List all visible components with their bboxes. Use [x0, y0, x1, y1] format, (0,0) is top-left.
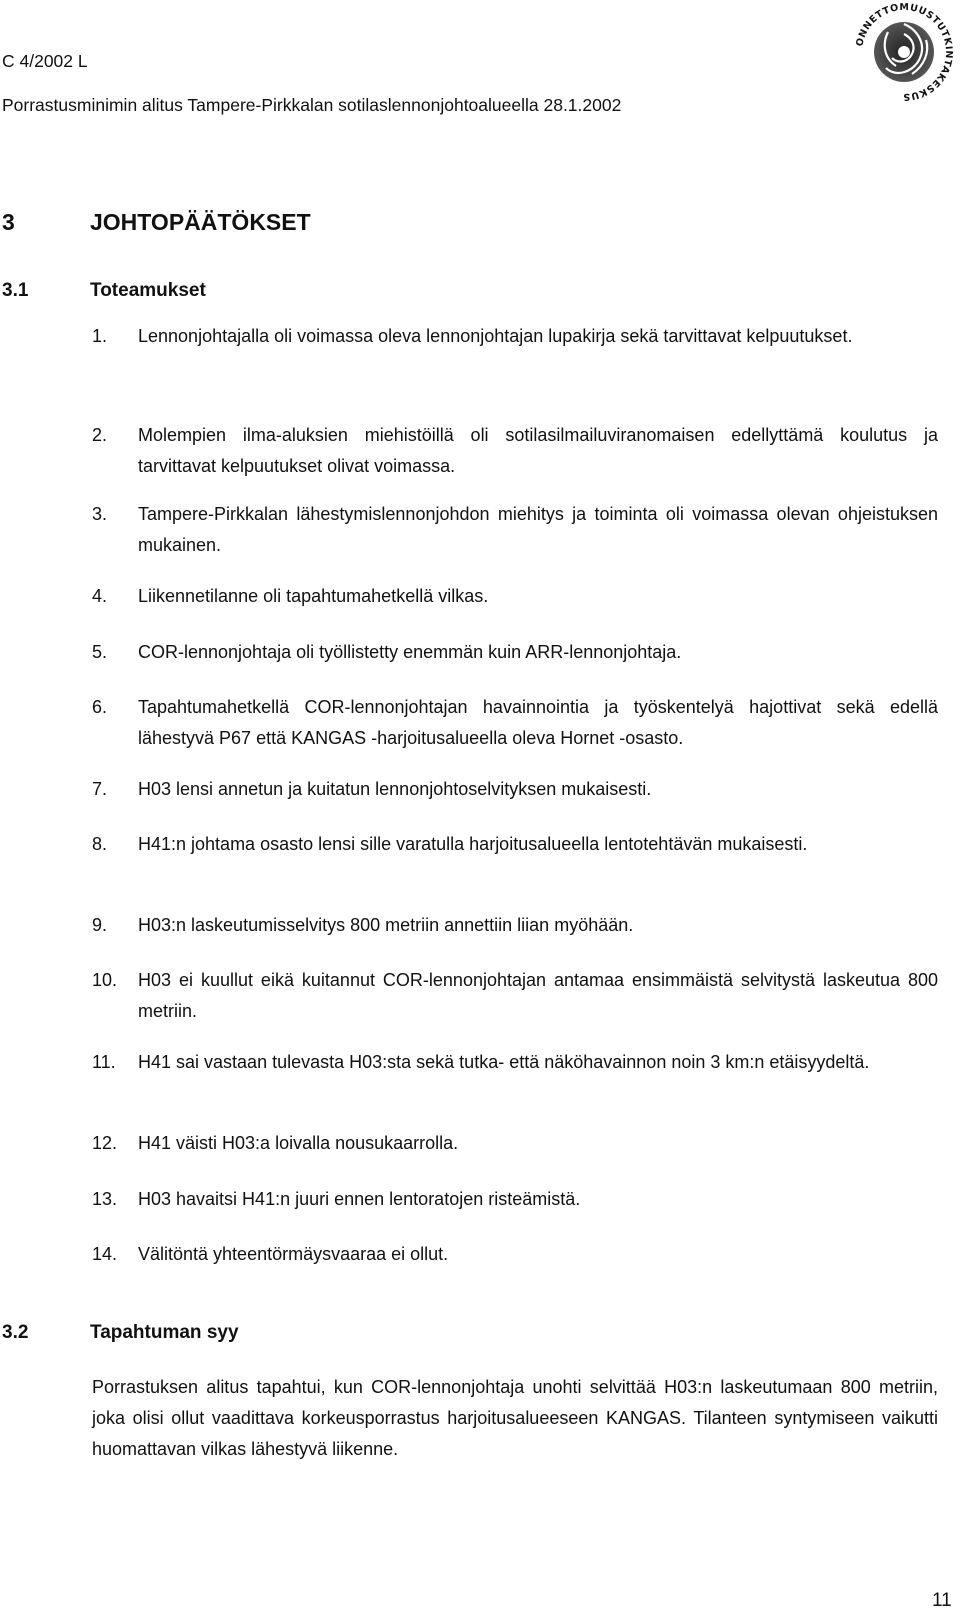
list-item-number: 10. [92, 970, 118, 990]
list-item-number: 4. [92, 586, 108, 606]
list-item-number: 6. [92, 697, 108, 717]
list-item-number: 14. [92, 1244, 118, 1264]
list-item-text: COR-lennonjohtaja oli työllistetty enemmän kuin ARR-lennonjohtaja. [138, 642, 682, 662]
list-item-text: H41 sai vastaan tulevasta H03:sta sekä tutka- että näköhavainnon noin 3 km:n etäisyydeltä. [138, 1052, 870, 1072]
subsection-number: 3.2 [2, 1322, 29, 1343]
cause-paragraph: Porrastuksen alitus tapahtui, kun COR-lennonjohtaja unohti selvittää H03:n laskeutumaan 800 metriin, joka olisi ollut vaadittava korkeusporrastus harjoitusalueeseen KANGAS. Tilanteen syntymiseen vaikutti huomattavan vilkas lähestyvä liikenne. [92, 1377, 938, 1459]
list-item-text: H03 havaitsi H41:n juuri ennen lentoratojen risteämistä. [138, 1189, 581, 1209]
svg-text:ONNETTOMUUSTUTKINTAKESKUS: ONNETTOMUUSTUTKINTAKESKUS [854, 1, 955, 103]
document-subtitle: Porrastusminimin alitus Tampere-Pirkkalan sotilaslennonjohtoalueella 28.1.2002 [2, 95, 622, 115]
section-number: 3 [2, 209, 15, 235]
list-item-text: Molempien ilma-aluksien miehistöillä oli sotilasilmailuviranomaisen edellyttämä koulutus ja tarvittavat kelpuutukset olivat voimassa. [138, 425, 938, 476]
list-item-text: H41 väisti H03:a loivalla nousukaarrolla. [138, 1133, 459, 1153]
list-item-number: 3. [92, 504, 108, 524]
list-item-number: 11. [92, 1052, 116, 1072]
subsection-heading-2 [2, 1322, 239, 1344]
list-item-number: 2. [92, 425, 108, 445]
list-item-number: 7. [92, 779, 108, 799]
list-item-text: H03 lensi annetun ja kuitatun lennonjohtoselvityksen mukaisesti. [138, 779, 652, 799]
section-title: JOHTOPÄÄTÖKSET [90, 209, 311, 235]
list-item-text: Välitöntä yhteentörmäysvaaraa ei ollut. [138, 1244, 449, 1264]
page-number: 11 [932, 1590, 952, 1611]
list-item-number: 13. [92, 1189, 118, 1209]
list-item-number: 8. [92, 834, 108, 854]
list-item-text: Tapahtumahetkellä COR-lennonjohtajan havainnointia ja työskentelyä hajottivat sekä edellä lähestyvä P67 että KANGAS -harjoitusalueella oleva Hornet -osasto. [138, 697, 938, 748]
list-item-number: 1. [92, 326, 108, 346]
list-item-number: 9. [92, 915, 108, 935]
list-item-number: 12. [92, 1133, 118, 1153]
subsection-title: Tapahtuman syy [90, 1322, 239, 1343]
list-item-text: Lennonjohtajalla oli voimassa oleva lennonjohtajan lupakirja sekä tarvittavat kelpuutukset. [138, 326, 853, 346]
list-item-text: Tampere-Pirkkalan lähestymislennonjohdon miehitys ja toiminta oli voimassa olevan ohjeistuksen mukainen. [138, 504, 938, 555]
subsection-number: 3.1 [2, 280, 29, 301]
list-item-text: Liikennetilanne oli tapahtumahetkellä vilkas. [138, 586, 489, 606]
document-code: C 4/2002 L [2, 51, 88, 71]
list-item-text: H03:n laskeutumisselvitys 800 metriin annettiin liian myöhään. [138, 915, 634, 935]
list-item-text: H03 ei kuullut eikä kuitannut COR-lennonjohtajan antamaa ensimmäistä selvitystä laskeutua 800 metriin. [138, 970, 938, 1021]
list-item-number: 5. [92, 642, 108, 662]
subsection-title: Toteamukset [90, 280, 206, 301]
list-item-text: H41:n johtama osasto lensi sille varatulla harjoitusalueella lentotehtävän mukaisesti. [138, 834, 808, 854]
